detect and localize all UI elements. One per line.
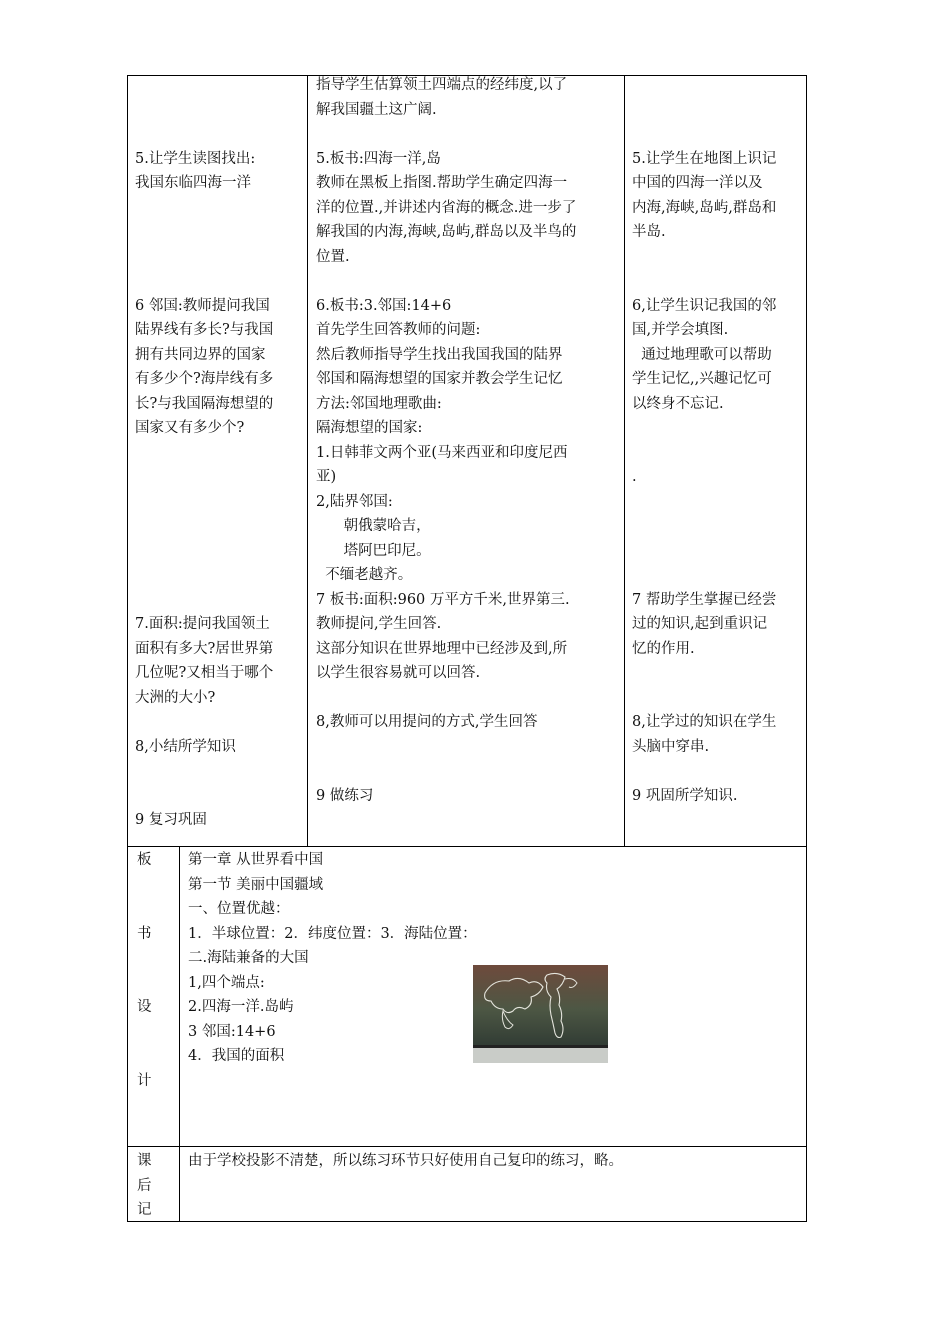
table-text-line: 9 复习巩固 xyxy=(135,812,207,828)
blank-line xyxy=(135,73,303,98)
blank-line xyxy=(316,735,620,760)
table-text-line: 6 邻国:教师提问我国 xyxy=(135,297,270,314)
blank-line xyxy=(135,563,303,588)
blank-line xyxy=(135,220,303,245)
table-text-line: 隔海想望的国家: xyxy=(316,420,423,436)
table-text-line: 9 巩固所学知识. xyxy=(632,787,738,804)
board-line: 1,四个端点: xyxy=(188,974,265,991)
table-divider-label xyxy=(179,846,180,1222)
table-text-line: 解我国的内海,海峡,岛屿,群岛以及半鸟的 xyxy=(316,224,577,240)
blank-line xyxy=(632,269,802,294)
table-text-line: 5.板书:四海一洋,岛 xyxy=(316,150,441,167)
after-label-char: 课 xyxy=(137,1153,152,1169)
table-divider-col1 xyxy=(307,75,308,846)
table-text-line: 过的知识,起到重识记 xyxy=(632,616,768,632)
table-text-line: 面积有多大?居世界第 xyxy=(135,640,274,657)
table-text-line: 5.让学生在地图上识记 xyxy=(632,150,777,167)
blank-line xyxy=(632,245,802,270)
blank-line xyxy=(632,514,802,539)
table-divider-row-after xyxy=(127,1146,807,1147)
table-text-line: 有多少个?海岸线有多 xyxy=(135,371,274,387)
table-text-line: 不缅老越齐。 xyxy=(316,567,413,583)
blank-line xyxy=(632,441,802,466)
table-text-line: 通过地理歌可以帮助 xyxy=(632,346,772,363)
table-text-line: 拥有共同边界的国家 xyxy=(135,346,266,363)
table-text-line: 教师在黑板上指图.帮助学生确定四海一 xyxy=(316,175,568,191)
table-text-line: 6.板书:3.邻国:14+6 xyxy=(316,297,452,314)
blank-line xyxy=(135,122,303,147)
table-text-line: 内海,海峡,岛屿,群岛和 xyxy=(632,199,777,216)
table-divider-col2 xyxy=(624,75,625,846)
blank-line xyxy=(632,759,802,784)
teacher-activity-column xyxy=(316,73,620,808)
board-line: 二.海陆兼备的大国 xyxy=(188,950,309,966)
board-line: 1．半球位置：2．纬度位置：3．海陆位置： xyxy=(188,925,477,942)
student-activity-column xyxy=(135,73,303,833)
table-text-line: 陆界线有多长?与我国 xyxy=(135,322,274,338)
blank-line xyxy=(135,539,303,564)
table-text-line: 然后教师指导学生找出我国我国的陆界 xyxy=(316,346,563,363)
table-text-line: 7.面积:提问我国领土 xyxy=(135,616,270,632)
after-class-note xyxy=(188,1149,788,1174)
board-line: 第一节 美丽中国疆域 xyxy=(188,876,324,893)
table-text-line: 8,小结所学知识 xyxy=(135,738,236,755)
table-text-line: 塔阿巴印尼。 xyxy=(316,542,431,559)
table-text-line: 亚) xyxy=(316,469,337,485)
table-text-line: 忆的作用. xyxy=(632,640,695,657)
blank-line xyxy=(632,122,802,147)
table-text-line: 首先学生回答教师的问题: xyxy=(316,322,481,338)
table-text-line: 中国的四海一洋以及 xyxy=(632,175,763,191)
table-text-line: 方法:邻国地理歌曲: xyxy=(316,395,442,412)
blank-line xyxy=(135,441,303,466)
table-text-line: 1.日韩菲文两个亚(马来西亚和印度尼西 xyxy=(316,444,568,461)
blank-line xyxy=(316,686,620,711)
blank-line xyxy=(316,269,620,294)
table-divider-row-board xyxy=(127,846,807,847)
blank-line xyxy=(135,759,303,784)
after-class-text: 由于学校投影不清楚，所以练习环节只好使用自己复印的练习，略。 xyxy=(188,1153,623,1169)
table-text-line: 7 帮助学生掌握已经尝 xyxy=(632,591,777,608)
blank-line xyxy=(632,661,802,686)
blank-line xyxy=(632,98,802,123)
board-label-char: 板 xyxy=(137,852,152,868)
table-text-line: 8,教师可以用提问的方式,学生回答 xyxy=(316,714,538,730)
table-text-line: 以学生很容易就可以回答. xyxy=(316,665,481,681)
design-intent-column xyxy=(632,73,802,808)
blank-line xyxy=(316,759,620,784)
table-text-line: 6,让学生识记我国的邻 xyxy=(632,297,777,314)
table-text-line: 学生记忆,,兴趣记忆可 xyxy=(632,371,772,387)
blank-line xyxy=(135,269,303,294)
table-text-line: 指导学生估算领土四端点的经纬度,以了 xyxy=(316,77,568,93)
table-text-line: 国,并学会填图. xyxy=(632,322,729,338)
blank-line xyxy=(632,416,802,441)
blank-line xyxy=(135,245,303,270)
blank-line xyxy=(316,122,620,147)
table-text-line: 头脑中穿串. xyxy=(632,738,710,755)
table-text-line: 位置. xyxy=(316,248,350,265)
blank-line xyxy=(135,588,303,613)
board-label-char: 计 xyxy=(137,1072,152,1089)
board-line: 第一章 从世界看中国 xyxy=(188,852,324,868)
blank-line xyxy=(632,490,802,515)
board-label-char: 设 xyxy=(137,999,152,1015)
table-text-line: 教师提问,学生回答. xyxy=(316,616,442,632)
table-text-line: 2,陆界邻国: xyxy=(316,493,393,510)
blank-line xyxy=(135,196,303,221)
blank-line xyxy=(632,539,802,564)
table-text-line: 半岛. xyxy=(632,224,666,240)
table-border-right xyxy=(806,75,807,1222)
blank-line xyxy=(135,465,303,490)
table-text-line: . xyxy=(632,469,637,485)
table-text-line: 大洲的大小? xyxy=(135,689,216,706)
table-text-line: 洋的位置.,并讲述内省海的概念.进一步了 xyxy=(316,199,577,216)
table-text-line: 我国东临四海一洋 xyxy=(135,175,251,191)
table-text-line: 以终身不忘记. xyxy=(632,395,724,412)
table-border-bottom xyxy=(127,1221,807,1222)
blank-line xyxy=(135,710,303,735)
table-text-line: 9 做练习 xyxy=(316,787,374,804)
board-label-char: 书 xyxy=(137,925,152,942)
table-text-line: 这部分知识在世界地理中已经涉及到,所 xyxy=(316,640,568,657)
board-line: 4．我国的面积 xyxy=(188,1048,285,1064)
table-text-line: 解我国疆土这广阔. xyxy=(316,101,437,118)
blank-line xyxy=(632,686,802,711)
table-text-line: 长?与我国隔海想望的 xyxy=(135,395,274,412)
board-line: 一、位置优越： xyxy=(188,901,290,917)
table-text-line: 国家又有多少个? xyxy=(135,420,245,436)
table-border-left xyxy=(127,75,128,1222)
table-text-line: 朝俄蒙哈吉， xyxy=(316,518,431,534)
table-text-line: 邻国和隔海想望的国家并教会学生记忆 xyxy=(316,371,563,387)
blank-line xyxy=(135,98,303,123)
table-text-line: 几位呢?又相当于哪个 xyxy=(135,665,274,681)
blank-line xyxy=(135,490,303,515)
board-line: 2.四海一洋.岛屿 xyxy=(188,999,294,1015)
board-line: 3 邻国:14+6 xyxy=(188,1023,276,1040)
blank-line xyxy=(632,563,802,588)
blank-line xyxy=(135,784,303,809)
chalkboard-map-photo xyxy=(473,965,608,1063)
blank-line xyxy=(135,514,303,539)
after-label-char: 后 xyxy=(137,1177,152,1194)
table-text-line: 8,让学过的知识在学生 xyxy=(632,714,777,730)
table-text-line: 5.让学生读图找出: xyxy=(135,150,256,167)
after-label-char: 记 xyxy=(137,1202,152,1218)
table-text-line: 7 板书:面积:960 万平方千米,世界第三. xyxy=(316,591,570,608)
after-class-label xyxy=(137,1149,161,1223)
board-design-label xyxy=(137,848,161,1093)
blank-line xyxy=(632,73,802,98)
